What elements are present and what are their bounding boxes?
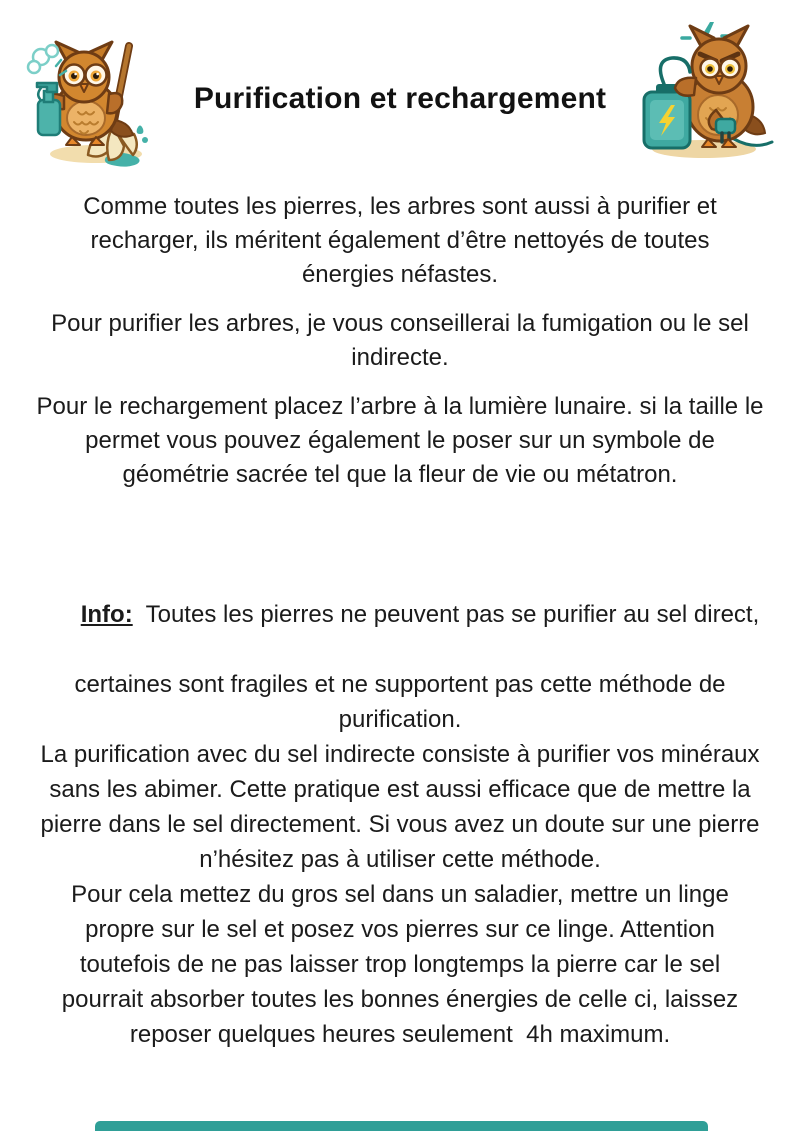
body-paragraphs <box>14 190 786 492</box>
owl-charging-illustration <box>628 18 780 168</box>
text-line: énergies néfastes. <box>301 261 499 288</box>
paragraph-2 <box>14 307 786 375</box>
text-line: Pour le rechargement placez l’arbre à la lumière lunaire. si la taille le <box>36 393 764 420</box>
text-line: toutefois de ne pas laisser trop longtemps la pierre car le sel <box>79 951 721 978</box>
text-line: pourrait absorber toutes les bonnes énergies de celle ci, laissez <box>61 986 739 1013</box>
text-line: La purification avec du sel indirecte consiste à purifier vos minéraux <box>40 741 760 768</box>
document-body <box>0 182 800 1052</box>
info-lines <box>14 667 786 1052</box>
paragraph-1 <box>14 190 786 292</box>
text-line: pierre dans le sel directement. Si vous avez un doute sur une pierre <box>40 811 760 838</box>
paragraph-3 <box>14 390 786 492</box>
text-line: Pour cela mettez du gros sel dans un saladier, mettre un linge <box>71 881 729 908</box>
text-line: purification. <box>338 706 462 733</box>
text-line: indirecte. <box>351 344 449 371</box>
text-line: n’hésitez pas à utiliser cette méthode. <box>199 846 601 873</box>
text-line: géométrie sacrée tel que la fleur de vie ou métatron. <box>122 461 678 488</box>
text-line: reposer quelques heures seulement 4h maximum. <box>129 1021 671 1048</box>
page-title: Purification et rechargement <box>193 82 607 115</box>
text-line: sans les abimer. Cette pratique est aussi efficace que de mettre la <box>49 776 751 803</box>
info-first-line <box>14 562 786 667</box>
text-line: permet vous pouvez également le poser sur un symbole de <box>85 427 715 454</box>
info-block <box>14 562 786 1052</box>
spray-cloud-icon <box>28 45 58 73</box>
text-line: Pour purifier les arbres, je vous conseillerai la fumigation ou le sel <box>51 310 749 337</box>
info-label: Info: <box>80 601 133 628</box>
footer-divider-bar <box>95 1121 708 1131</box>
text-line: propre sur le sel et posez vos pierres sur ce linge. Attention <box>85 916 715 943</box>
text-line: Comme toutes les pierres, les arbres sont aussi à purifier et <box>83 193 717 220</box>
text-line: certaines sont fragiles et ne supportent pas cette méthode de <box>74 671 726 698</box>
text-line: recharger, ils méritent également d’être nettoyés de toutes <box>90 227 710 254</box>
page-header <box>0 0 800 182</box>
info-first-line-text: Toutes les pierres ne peuvent pas se purifier au sel direct, <box>132 601 760 628</box>
